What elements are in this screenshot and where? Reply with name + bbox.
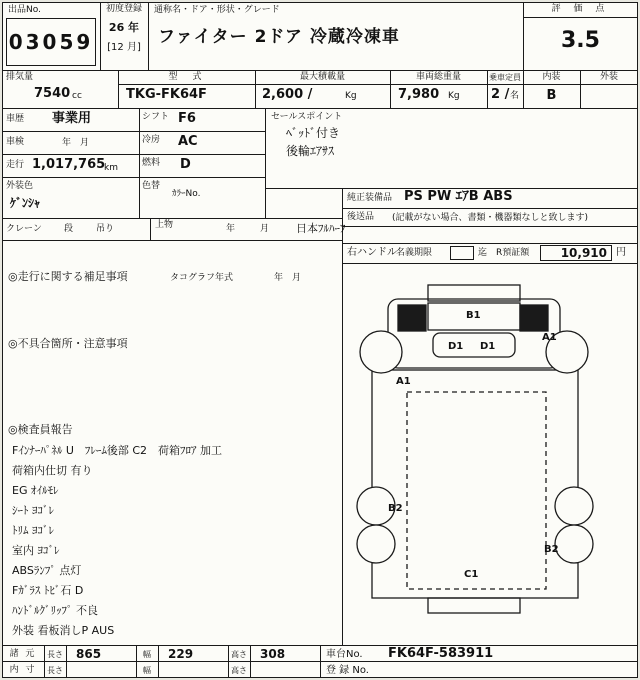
rear-wheel-right-1 bbox=[555, 487, 593, 525]
grid-line bbox=[118, 84, 638, 85]
width-value: 229 bbox=[168, 647, 194, 661]
exterior-color-label: 外装色 bbox=[6, 181, 34, 191]
mileage-label: 走行 bbox=[6, 160, 25, 170]
interior-grade: B bbox=[546, 88, 557, 103]
grid-line bbox=[320, 645, 321, 678]
model-label: 型 式 bbox=[168, 72, 205, 82]
displacement-label: 排気量 bbox=[6, 72, 34, 82]
rear-wheel-right-2 bbox=[555, 525, 593, 563]
rear-wheel-left-2 bbox=[357, 525, 395, 563]
gvw-unit: Kg bbox=[448, 91, 460, 101]
grid-line bbox=[2, 240, 342, 241]
sales-point-line: 後輪ｴｱｻｽ bbox=[286, 144, 335, 158]
grid-line bbox=[2, 108, 638, 109]
diagram-marker-b2-right: B2 bbox=[544, 544, 559, 555]
length-label: 長さ bbox=[47, 650, 63, 659]
capacity-unit: 名 bbox=[510, 91, 520, 101]
registration-no-label: 登 録 No. bbox=[326, 665, 369, 676]
grid-line bbox=[2, 70, 638, 71]
front-wheel-left bbox=[360, 331, 402, 373]
exhibit-no-label: 出品No. bbox=[8, 5, 41, 15]
fuel-value: D bbox=[180, 157, 191, 172]
inspection-value: 年 月 bbox=[62, 138, 90, 148]
crane-step-label: 段 bbox=[64, 224, 74, 234]
diagram-marker-b2-left: B2 bbox=[388, 503, 403, 514]
mileage-note-title: ◎走行に関する補足事項 bbox=[8, 270, 128, 283]
inspector-item: Fｶﾞﾗｽ ﾄﾋﾞ石 D bbox=[12, 584, 84, 597]
equipment-value: PS PW ｴｱB ABS bbox=[404, 189, 513, 204]
grid-line bbox=[342, 226, 638, 227]
diagram-marker-d1-left: D1 bbox=[448, 341, 464, 352]
first-registration-month: [12 月] bbox=[107, 42, 141, 53]
right-door-mark bbox=[520, 305, 548, 331]
history-label: 車歴 bbox=[6, 114, 25, 124]
gvw-value: 7,980 bbox=[398, 87, 440, 102]
fuel-label: 燃料 bbox=[142, 158, 161, 168]
length-label: 長さ bbox=[47, 666, 63, 675]
color-no-label: ｶﾗｰNo. bbox=[172, 189, 201, 199]
name-limit-label: 名義期限 bbox=[396, 248, 433, 258]
diagram-marker-d1-right: D1 bbox=[480, 341, 496, 352]
model-value: TKG-FK64F bbox=[126, 87, 207, 102]
name-limit-field bbox=[450, 246, 474, 260]
height-label: 高さ bbox=[231, 650, 247, 659]
inspector-item: ｼｰﾄ ﾖｺﾞﾚ bbox=[12, 504, 54, 517]
grid-line bbox=[158, 645, 159, 678]
height-label: 高さ bbox=[231, 666, 247, 675]
mileage-value: 1,017,765 bbox=[32, 157, 106, 172]
grid-line bbox=[250, 645, 251, 678]
sales-point-label: セールスポイント bbox=[271, 112, 343, 122]
vehicle-title-label: 通称名・ドア・形状・グレード bbox=[154, 5, 280, 15]
grid-line bbox=[150, 218, 151, 240]
width-label: 幅 bbox=[143, 650, 151, 659]
chassis-no-label: 車台No. bbox=[326, 649, 363, 660]
width-label: 幅 bbox=[143, 666, 151, 675]
after-items-note: (記載がない場合、書類・機器類なしと致します) bbox=[392, 213, 589, 223]
interior-label: 内装 bbox=[542, 72, 561, 82]
crane-label: クレーン bbox=[6, 224, 42, 234]
inspector-item: EG ｵｲﾙﾓﾚ bbox=[12, 484, 59, 497]
inspector-item: ABSﾗﾝﾌﾟ 点灯 bbox=[12, 564, 82, 577]
capacity-value: 2 / bbox=[491, 87, 510, 102]
inner-dim-label: 内 寸 bbox=[9, 665, 37, 675]
inspection-label: 車検 bbox=[6, 137, 25, 147]
left-door-mark bbox=[398, 305, 426, 331]
deposit-label: R預証額 bbox=[496, 248, 530, 258]
inspector-item: 外装 看板消しP AUS bbox=[12, 624, 115, 637]
shift-value: F6 bbox=[178, 111, 196, 126]
grid-line bbox=[139, 108, 140, 218]
inspector-item: Fｲﾝﾅｰﾊﾟﾈﾙ U ﾌﾚｰﾑ後部 C2 荷箱ﾌﾛｱ 加工 bbox=[12, 444, 223, 457]
inspector-item: ﾊﾝﾄﾞﾙｸﾞﾘｯﾌﾟ 不良 bbox=[12, 604, 98, 617]
gvw-label: 車両総重量 bbox=[415, 72, 461, 82]
grid-line bbox=[2, 177, 265, 178]
chassis-no-value: FK64F-583911 bbox=[388, 646, 494, 661]
cab-panel bbox=[433, 333, 515, 357]
grid-line bbox=[523, 17, 638, 18]
ac-value: AC bbox=[178, 134, 198, 149]
after-items-label: 後送品 bbox=[347, 212, 375, 222]
diagram-marker-a1-right: A1 bbox=[542, 332, 557, 343]
payload-value: 2,600 / bbox=[262, 87, 313, 102]
grid-line bbox=[342, 208, 638, 209]
exterior-color-value: ｹﾞﾝｼｬ bbox=[10, 196, 41, 210]
inspector-item: 室内 ﾖｺﾞﾚ bbox=[12, 544, 60, 557]
score-label: 評 価 点 bbox=[551, 4, 610, 14]
height-value: 308 bbox=[260, 647, 286, 661]
exhibit-no-value: 03059 bbox=[6, 18, 96, 66]
body-maker: 日本ﾌﾙﾊｰﾌ bbox=[296, 222, 346, 235]
equipment-label: 純正装備品 bbox=[347, 193, 393, 203]
inspector-item: 荷箱内仕切 有り bbox=[12, 464, 93, 477]
sales-point-line: ﾍﾞｯﾄﾞ付き bbox=[286, 126, 341, 140]
grid-line bbox=[342, 243, 638, 244]
handle-position: 右ハンドル bbox=[347, 247, 397, 258]
grid-line bbox=[2, 131, 265, 132]
recolor-label: 色替 bbox=[142, 181, 161, 191]
payload-unit: Kg bbox=[345, 91, 357, 101]
history-value: 事業用 bbox=[52, 111, 92, 126]
score-value: 3.5 bbox=[561, 28, 600, 53]
grid-line bbox=[66, 645, 67, 678]
ac-label: 冷房 bbox=[142, 135, 161, 145]
inspector-title: ◎検査員報告 bbox=[8, 423, 73, 436]
cargo-box-outline bbox=[372, 370, 578, 598]
until-label: 迄 bbox=[478, 248, 488, 258]
vehicle-diagram bbox=[343, 264, 637, 644]
rear-bumper bbox=[428, 598, 520, 613]
cargo-floor-dashed bbox=[407, 392, 546, 589]
diagram-marker-b1: B1 bbox=[466, 310, 481, 321]
crane-hook-label: 吊り bbox=[96, 224, 115, 234]
exterior-label: 外装 bbox=[599, 72, 618, 82]
length-value: 865 bbox=[76, 647, 102, 661]
yen-label: 円 bbox=[616, 247, 626, 258]
first-registration-label: 初度登録 bbox=[105, 4, 142, 14]
displacement-unit: cc bbox=[72, 91, 82, 101]
deposit-value: 10,910 bbox=[540, 245, 612, 261]
capacity-label: 乗車定員 bbox=[489, 73, 521, 82]
grid-line bbox=[148, 2, 149, 70]
defect-title: ◎不具合箇所・注意事項 bbox=[8, 337, 128, 350]
shift-label: シフト bbox=[142, 112, 170, 122]
diagram-marker-c1: C1 bbox=[464, 569, 479, 580]
inspector-item: ﾄﾘﾑ ﾖｺﾞﾚ bbox=[12, 524, 54, 537]
body-year-label: 年 bbox=[226, 224, 236, 234]
diagram-marker-a1-left: A1 bbox=[396, 376, 411, 387]
first-registration-year: 26 年 bbox=[108, 21, 140, 34]
body-label: 上物 bbox=[155, 220, 174, 230]
grid-line bbox=[265, 108, 266, 218]
tachograph-value: 年 月 bbox=[274, 273, 302, 283]
displacement-value: 7540 bbox=[34, 86, 71, 101]
mileage-unit: km bbox=[104, 163, 118, 173]
vehicle-title: ファイター 2ドア 冷蔵冷凍車 bbox=[158, 27, 400, 47]
payload-label: 最大積載量 bbox=[299, 72, 345, 82]
grid-line bbox=[2, 154, 265, 155]
body-month-label: 月 bbox=[260, 224, 270, 234]
tachograph-label: タコグラフ年式 bbox=[170, 273, 234, 283]
grid-line bbox=[2, 218, 342, 219]
spec-row-label: 諸 元 bbox=[9, 649, 37, 659]
